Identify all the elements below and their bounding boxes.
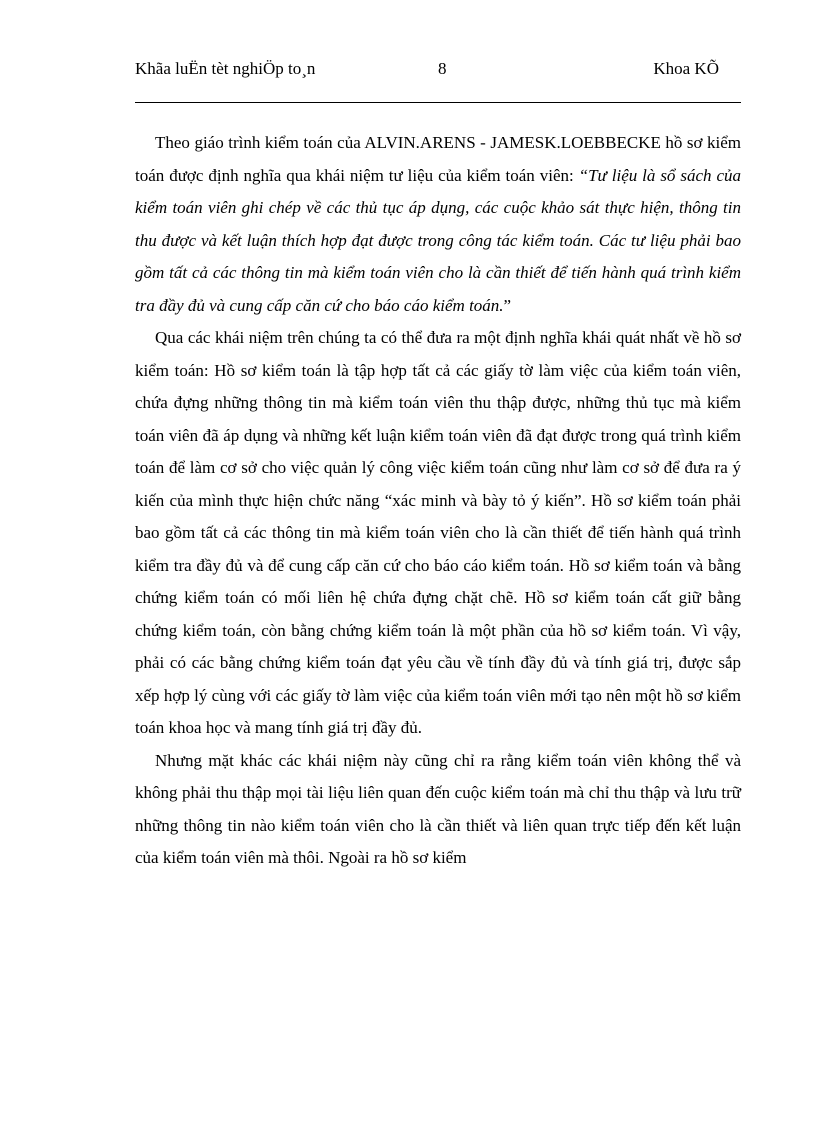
paragraph-general-definition: Qua các khái niệm trên chúng ta có thể đưa ra một định nghĩa khái quát nhất về hồ sơ kiểm toán: Hồ sơ kiểm toán là tập hợp tất cả các giấy tờ làm việc của kiểm toán viên, chứa đựng những thông tin mà kiểm toán viên thu thập được, những thủ tục mà kiểm toán viên đã áp dụng và những kết luận kiểm toán viên đã đạt được trong quá trình kiểm toán để làm cơ sở cho việc quản lý công việc kiểm toán cũng như làm cơ sở để đưa ra ý kiến của mình thực hiện chức năng “xác minh và bày tỏ ý kiến”. Hồ sơ kiểm toán phải bao gồm tất cả các thông tin mà kiểm toán viên cho là cần thiết để tiến hành quá trình kiểm tra đầy đủ và để cung cấp căn cứ cho báo cáo kiểm toán. Hồ sơ kiểm toán và bằng chứng kiểm toán có mối liên hệ chứa đựng chặt chẽ. Hồ sơ kiểm toán cất giữ bằng chứng kiểm toán, còn bằng chứng kiểm toán là một phần của hồ sơ kiểm toán. Vì vậy, phải có các bằng chứng kiểm toán đạt yêu cầu về tính đầy đủ và tính giá trị, được sắp xếp hợp lý cùng với các giấy tờ làm việc của kiểm toán viên mới tạo nên một hồ sơ kiểm toán khoa học và mang tính giá trị đầy đủ. — [135, 328, 741, 737]
header-faculty: Khoa KÕ — [653, 59, 719, 78]
quote-close-mark: ” — [503, 295, 512, 315]
paragraph-definition-intro: Theo giáo trình kiểm toán của ALVIN.ARENS - JAMESK.LOEBBECKE hồ sơ kiểm toán được định nghĩa qua khái niệm tư liệu của kiểm toán viên: — [135, 133, 741, 185]
document-body — [135, 127, 741, 875]
header-page-number: 8 — [438, 59, 447, 78]
quoted-definition: “Tư liệu là sổ sách của kiểm toán viên ghi chép về các thủ tục áp dụng, các cuộc khảo sát thực hiện, thông tin thu được và kết luận thích hợp đạt được trong công tác kiểm toán. Các tư liệu phải bao gồm tất cả các thông tin mà kiểm toán viên cho là cần thiết để tiến hành quá trình kiểm tra đầy đủ và cung cấp căn cứ cho báo cáo kiểm toán. — [135, 165, 741, 315]
page-header — [135, 58, 741, 103]
header-thesis-title: Khãa luËn tèt nghiÖp to¸n — [135, 59, 316, 78]
paragraph-definition — [135, 127, 741, 322]
paragraph-scope: Nhưng mặt khác các khái niệm này cũng chỉ ra rằng kiểm toán viên không thể và không phải thu thập mọi tài liệu liên quan đến cuộc kiểm toán mà chỉ thu thập và lưu trữ những thông tin nào kiểm toán viên cho là cần thiết và liên quan trực tiếp đến kết luận của kiểm toán viên mà thôi. Ngoài ra hồ sơ kiểm — [135, 750, 741, 867]
